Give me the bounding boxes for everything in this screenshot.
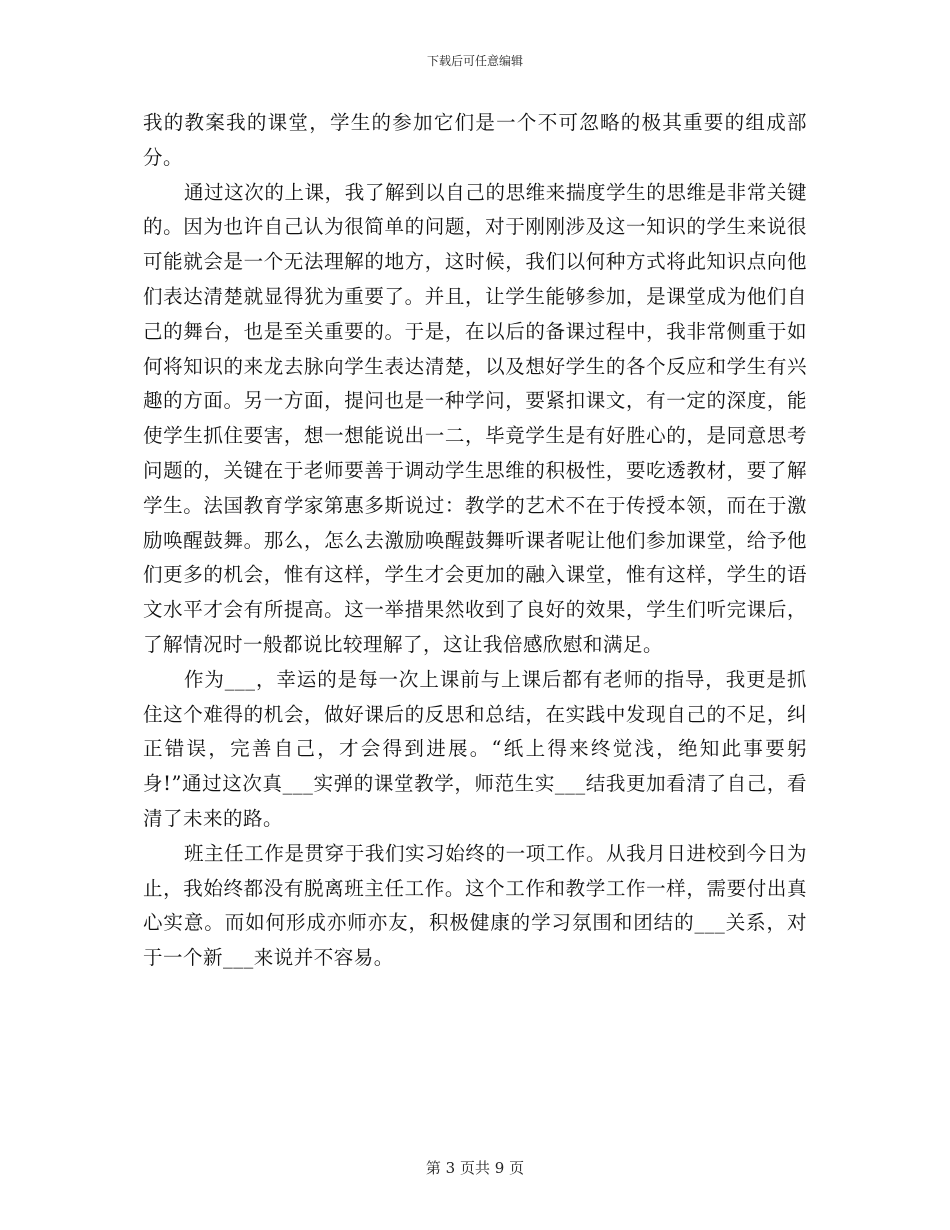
paragraph-1: 我的教案我的课堂，学生的参加它们是一个不可忽略的极其重要的组成部分。 — [143, 111, 807, 169]
page-footer: 第 3 页共 9 页 — [425, 1159, 525, 1177]
paragraph-4: 班主任工作是贯穿于我们实习始终的一项工作。从我月日进校到今日为止，我始终都没有脱离班主任工作。这个工作和教学工作一样，需要付出真心实意。而如何形成亦师亦友，积极健康的学习氛围和团结的___关系，对于一个新___来说并不容易。 — [143, 841, 807, 970]
paragraph-2: 通过这次的上课，我了解到以自己的思维来揣度学生的思维是非常关键的。因为也许自己认为很简单的问题，对于刚刚涉及这一知识的学生来说很可能就会是一个无法理解的地方，这时候，我们以何种方式将此知识点向他们表达清楚就显得犹为重要了。并且，让学生能够参加，是课堂成为他们自己的舞台，也是至关重要的。于是，在以后的备课过程中，我非常侧重于如何将知识的来龙去脉向学生表达清楚，以及想好学生的各个反应和学生有兴趣的方面。另一方面，提问也是一种学问，要紧扣课文，有一定的深度，能使学生抓住要害，想一想能说出一二，毕竟学生是有好胜心的，是同意思考问题的，关键在于老师要善于调动学生思维的积极性，要吃透教材，要了解学生。法国教育学家第惠多斯说过：教学的艺术不在于传授本领，而在于激励唤醒鼓舞。那么，怎么去激励唤醒鼓舞听课者呢让他们参加课堂，给予他们更多的机会，惟有这样，学生才会更加的融入课堂，惟有这样，学生的语文水平才会有所提高。这一举措果然收到了良好的效果，学生们听完课后，了解情况时一般都说比较理解了，这让我倍感欣慰和满足。 — [143, 180, 807, 656]
page-header: 下载后可任意编辑 — [426, 54, 523, 68]
document-body — [143, 106, 807, 976]
paragraph-3: 作为___，幸运的是每一次上课前与上课后都有老师的指导，我更是抓住这个难得的机会，做好课后的反思和总结，在实践中发现自己的不足，纠正错误，完善自己，才会得到进展。“纸上得来终觉浅，绝知此事要躬身!”通过这次真___实弹的课堂教学，师范生实___结我更加看清了自己，看清了未来的路。 — [143, 667, 807, 830]
